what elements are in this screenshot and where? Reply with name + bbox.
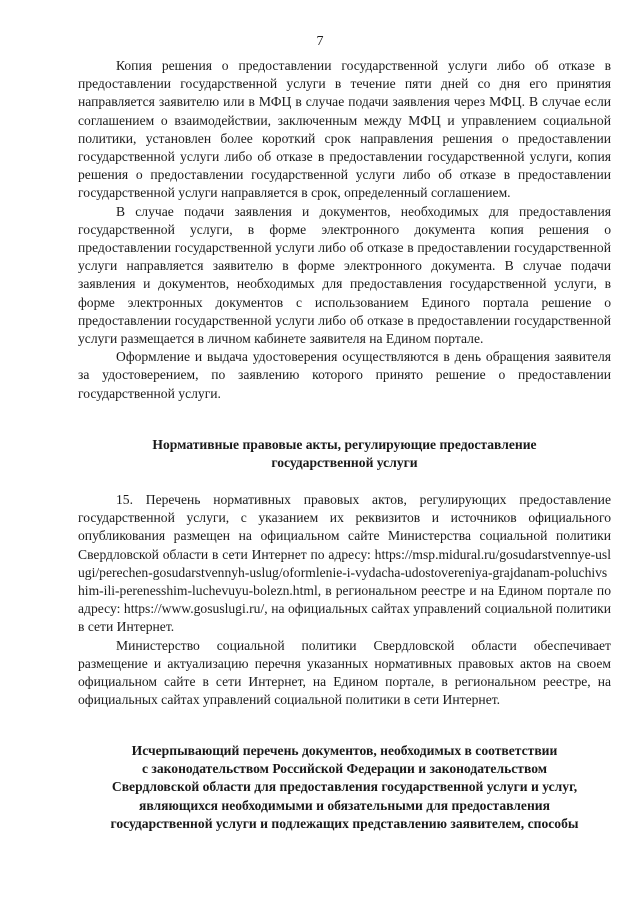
heading-line: Исчерпывающий перечень документов, необходимых в соответствии [131,743,558,758]
paragraph-text: на официальных сайтах управлений социальной политики в сети Интернет. [78,601,611,635]
page-number: 7 [316,34,324,49]
heading-line: Свердловской области для предоставления государственной услуги и услуг, [111,779,578,795]
heading-line: государственной услуги и подлежащих представлению заявителем, способы [110,815,579,831]
normative-acts-section [78,491,611,709]
paragraph-ministry-updates: Министерство социальной политики Свердловской области обеспечивает размещение и актуализацию перечня указанных нормативных правовых актов на своем официальном сайте в сети Интернет, на Едином портале, в региональном реестре, на официальных сайтах управлений социальной политики в сети Интернет. [78,637,611,708]
heading-required-documents [78,742,611,833]
paragraph-text: 15. Перечень нормативных правовых актов, регулирующих предоставление государственной услуги, с указанием их реквизитов и источников официального опубликования размещен на официальном сайте Министерства социальной политики Свердловской области в сети Интернет по адресу: [78,492,611,562]
heading-line: Нормативные правовые акты, регулирующие предоставление [152,437,537,452]
ministry-link[interactable]: https://msp.midural.ru/gosudarstvennye-uslugi/perechen-gosudarstvennyh-uslug/oformlenie-i-vydacha-udostovereniya-grajdanam-poluchivshim-ili-perenesshim-luchevuyu-bolezn.html, [78,546,611,599]
paragraph-acts-list [78,491,611,637]
heading-line: с законодательством Российской Федерации и законодательством [141,761,548,777]
heading-line: государственной услуги [271,455,418,471]
heading-normative-acts [78,436,611,472]
decision-delivery-section [78,57,611,403]
paragraph-copy-of-decision: Копия решения о предоставлении государственной услуги либо об отказе в предоставлении государственной услуги в течение пяти дней со дня его принятия направляется заявителю или в МФЦ в случае подачи заявления через МФЦ. В случае если соглашением о взаимодействии, заключенным между МФЦ и управлением социальной политики, установлен более короткий срок направления решения о предоставлении государственной услуги либо об отказе в предоставлении государственной услуги, копия решения о предоставлении государственной услуги либо об отказе в предоставлении государственной услуги направляется в срок, определенный соглашением. [78,58,611,201]
heading-line: являющихся необходимыми и обязательными для предоставления [139,797,550,813]
paragraph-text: в региональном реестре и на Едином портале по адресу: [78,583,612,617]
paragraph-certificate-issuance: Оформление и выдача удостоверения осуществляются в день обращения заявителя за удостоверением, по заявлению которого принято решение о предоставлении государственной услуги. [78,349,611,401]
paragraph-electronic-delivery: В случае подачи заявления и документов, необходимых для предоставления государственной услуги, в форме электронного документа копия решения о предоставлении государственной услуги либо об отказе в предоставлении государственной услуги направляется заявителю в форме электронного документа. В случае подачи заявления и документов, необходимых для предоставления государственной услуги, в форме электронных документов с использованием Единого портала решение о предоставлении государственной услуги либо об отказе в предоставлении государственной услуги размещается в личном кабинете заявителя на Едином портале. [78,203,611,347]
gosuslugi-link[interactable]: https://www.gosuslugi.ru/, [123,601,268,617]
